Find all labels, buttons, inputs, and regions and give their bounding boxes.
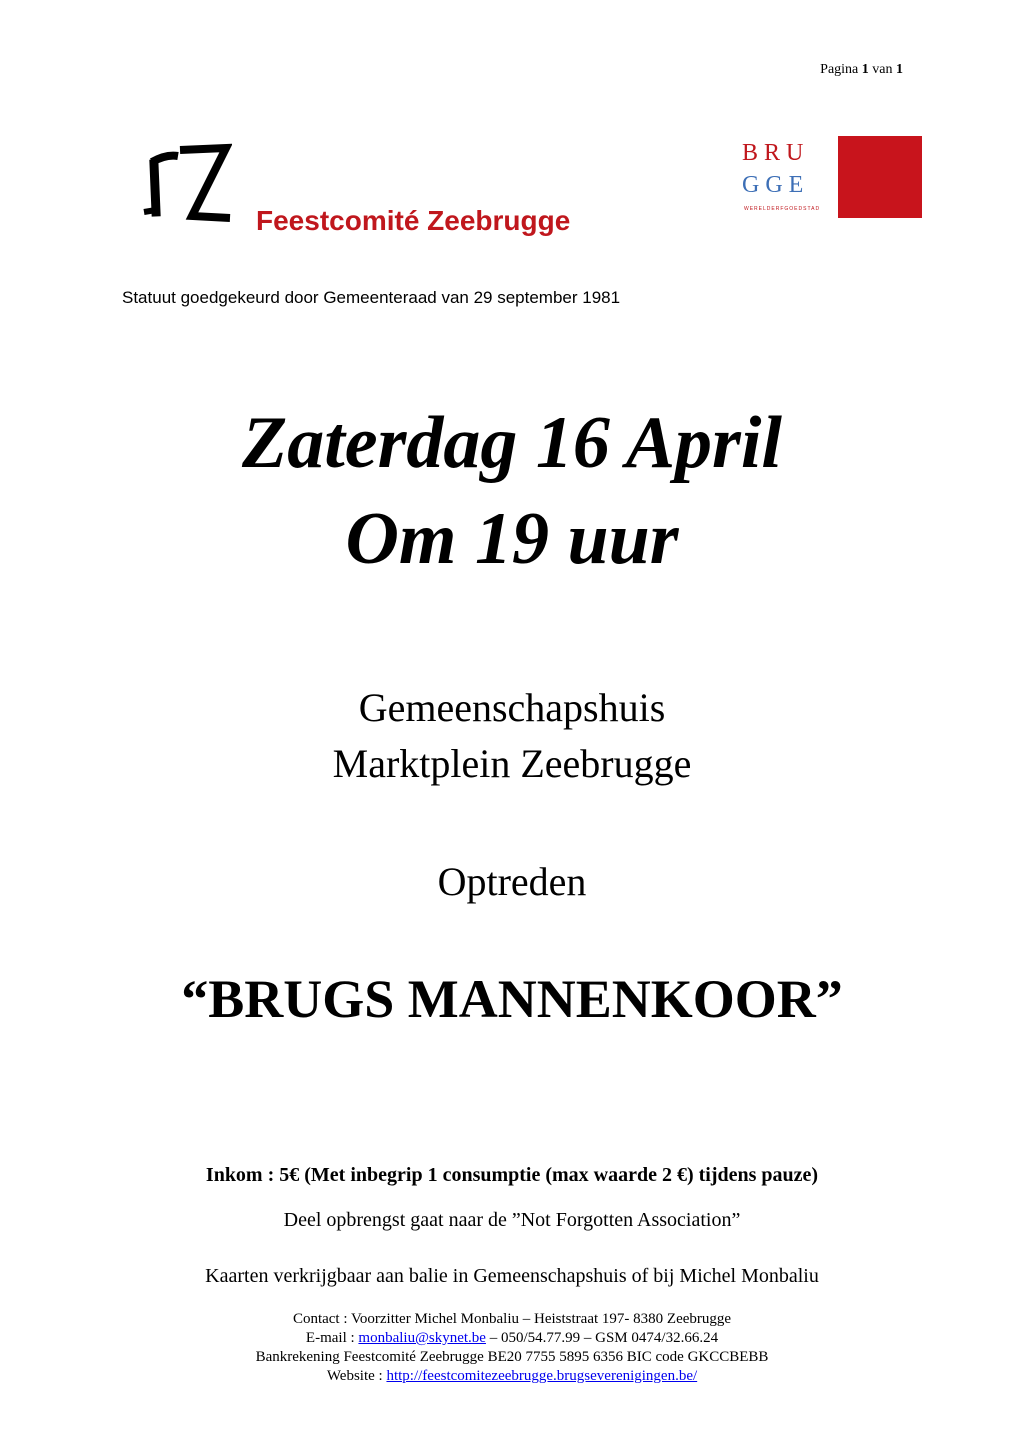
statute-line: Statuut goedgekeurd door Gemeenteraad van 29 september 1981 bbox=[122, 288, 621, 307]
entry-fee: Inkom : 5€ (Met inbegrip 1 consumptie (max waarde 2 €) tijdens pauze) bbox=[205, 1164, 819, 1186]
organization-name: Feestcomité Zeebrugge bbox=[256, 205, 571, 236]
tickets-note: Kaarten verkrijgbaar aan balie in Gemeenschapshuis of bij Michel Monbaliu bbox=[205, 1265, 819, 1287]
email-label: E-mail : bbox=[305, 1330, 359, 1346]
brugge-logo bbox=[738, 136, 922, 220]
brugge-logo-subtitle: WERELDERFGOEDSTAD bbox=[744, 206, 821, 212]
page-total: 1 bbox=[896, 62, 903, 77]
proceeds-note: Deel opbrengst gaat naar de ”Not Forgotten Association” bbox=[283, 1209, 741, 1231]
performer-name: “BRUGS MANNENKOOR” bbox=[181, 969, 843, 1029]
event-time: Om 19 uur bbox=[345, 498, 679, 580]
event-date: Zaterdag 16 April bbox=[242, 402, 782, 484]
venue-address: Marktplein Zeebrugge bbox=[332, 741, 692, 786]
email-line bbox=[0, 1329, 1024, 1348]
page-current: 1 bbox=[861, 62, 869, 77]
website-link[interactable]: http://feestcomitezeebrugge.brugseverenigingen.be/ bbox=[386, 1368, 698, 1384]
page-label: Pagina bbox=[820, 62, 859, 77]
brugge-logo-square bbox=[838, 136, 922, 218]
performance-label: Optreden bbox=[437, 859, 587, 904]
bank-line: Bankrekening Feestcomité Zeebrugge BE20 7755 5895 6356 BIC code GKCCBEBB bbox=[255, 1349, 769, 1365]
phone-numbers: – 050/54.77.99 – GSM 0474/32.66.24 bbox=[485, 1330, 719, 1346]
contact-line: Contact : Voorzitter Michel Monbaliu – Heiststraat 197- 8380 Zeebrugge bbox=[292, 1311, 732, 1327]
page-of: van bbox=[872, 62, 893, 77]
email-link[interactable]: monbaliu@skynet.be bbox=[358, 1330, 486, 1346]
venue-name: Gemeenschapshuis bbox=[358, 685, 666, 730]
website-label: Website : bbox=[326, 1368, 387, 1384]
fz-logo bbox=[140, 142, 232, 230]
brugge-logo-row2: GGE bbox=[742, 172, 810, 198]
page-number bbox=[820, 62, 903, 78]
brugge-logo-letters bbox=[738, 136, 834, 220]
brugge-logo-row1: BRU bbox=[742, 140, 810, 166]
website-line bbox=[0, 1367, 1024, 1386]
